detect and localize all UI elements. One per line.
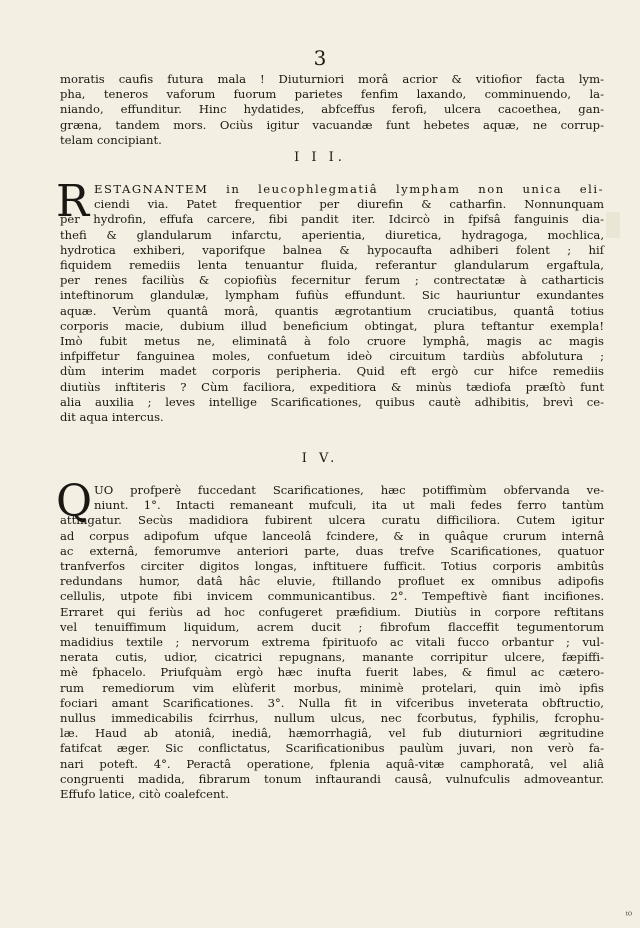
section-iv-text [60,483,604,802]
text-line: infpiffetur fanguinea moles, confuetum ideò circuitum tardiùs abfolutura ; [60,349,604,364]
text-line: fatifcat æger. Sic conflictatus, Scarificationibus paulùm juvari, non verò fa- [60,741,604,756]
text-line: vel tenuiffimum liquidum, acrem ducit ; fibrofum flacceffit tegumentorum [60,619,604,634]
text-line: moratis caufis futura mala ! Diuturniori morâ acrior & vitiofior facta lym- [60,72,604,86]
signature-mark: 3 [313,46,327,70]
text-line: telam concipiant. [60,132,162,147]
corner-mark: ᵗ⁰ [625,911,632,922]
text-line: fiquidem remediis lenta tenuantur fluida, referantur glandularum ergaftula, [60,258,604,273]
text-line: tranfverfos circiter digitos longas, inftituere fufficit. Totius corporis ambitûs [60,559,604,574]
text-line: ESTAGNANTEM in leucophlegmatiâ lympham non unica eli- [94,182,604,196]
text-line: niunt. 1°. Intacti remaneant mufculi, ita ut mali fedes ferro tantùm [94,498,604,513]
text-line: nullus immedicabilis fcirrhus, nullum ulcus, nec fcorbutus, fyphilis, fcrophu- [60,711,604,726]
text-line: rum remediorum vim elùferit morbus, minimè protelari, quin imò ipfis [60,680,604,695]
text-line: UO profperè fuccedant Scarificationes, hæc potiffimùm obfervanda ve- [94,483,604,497]
text-line: Erraret qui feriùs ad hoc confugeret præfidium. Diutiùs in corpore reftitans [60,604,604,619]
drop-cap-q: Q [56,476,93,527]
section-heading-iv: I V. [301,451,339,466]
text-line: fociari amant Scarificationes. 3°. Nulla fit in vifceribus inveterata obftructio, [60,695,604,710]
text-line: mè fphacelo. Priufquàm ergò hæc inufta fuerit labes, & fimul ac cætero- [60,665,604,680]
text-line: per renes faciliùs & copiofiùs fecernitur ferum ; contrectatæ à catharticis [60,273,604,288]
section-heading-iii: I I I. [294,150,346,165]
text-line: pha, teneros vaforum fuorum parietes fenfim laxando, comminuendo, la- [60,87,604,102]
section-iii-text [60,182,604,425]
text-line: alia auxilia ; leves intellige Scarificationes, quibus cautè adhibitis, brevì ce- [60,394,604,409]
text-line: ciendi via. Patet frequentior per diurefin & catharfin. Nonnunquam [94,197,604,212]
text-line: Imò fubit metus ne, eliminatâ à folo cruore lymphâ, magis ac magis [60,334,604,349]
text-line: dit aqua intercus. [60,410,164,425]
text-line: nari poteft. 4°. Peractâ operatione, fplenia aquâ-vitæ camphoratâ, vel aliâ [60,756,604,771]
text-line: græna, tandem mors. Ociùs igitur vacuandæ funt hebetes aquæ, ne corrup- [60,117,604,132]
text-line: diutiùs inftiteris ? Cùm faciliora, expeditiora & minùs tædiofa præſtò funt [60,379,604,394]
paragraph-continuation [60,72,604,148]
text-line: per hydrofin, effufa carcere, fibi pandit iter. Idcircò in fpifsâ fanguinis dia- [60,212,604,227]
text-line: dùm interim madet corporis peripheria. Quid eft ergò cur hifce remediis [60,364,604,379]
text-line: hydrotica exhiberi, vaporifque balnea & hypocaufta adhiberi folent ; hiſ [60,242,604,257]
text-line: congruenti madida, fibrarum tonum inftaurandi causâ, vulnufculis admoveantur. [60,771,604,786]
drop-cap-r: R [56,176,90,227]
paper-stain [606,212,620,238]
text-line: inteftinorum glandulæ, lympham fufiùs effundunt. Sic hauriuntur exundantes [60,288,604,303]
text-line: Effufo latice, citò coalefcent. [60,787,229,802]
text-line: niando, effunditur. Hinc hydatides, abfceffus ferofi, ulcera cacoethea, gan- [60,102,604,117]
text-line: attingatur. Secùs madidiora fubirent ulcera curatu difficiliora. Cutem igitur [60,513,604,528]
text-line: cellulis, utpote fibi invicem communicantibus. 2°. Tempeftivè fiant incifiones. [60,589,604,604]
text-line: madidius textile ; nervorum extrema fpirituofo ac vitali fucco orbantur ; vul- [60,635,604,650]
text-line: thefi & glandularum infarctu, aperientia, diuretica, hydragoga, mochlica, [60,227,604,242]
text-line: ac externâ, femorumve anteriori parte, duas trefve Scarificationes, quatuor [60,543,604,558]
text-line: ad corpus adipofum ufque lanceolâ fcindere, & in quâque crurum internâ [60,528,604,543]
text-line: nerata cutis, udior, cicatrici repugnans, manante corripitur ulcere, fæpiffi- [60,650,604,665]
text-line: læ. Haud ab atoniâ, inediâ, hæmorrhagiâ, vel fub diuturniori ægritudine [60,726,604,741]
text-line: corporis macie, dubium illud beneficium obtingat, plura teftantur exempla! [60,318,604,333]
text-line: aquæ. Verùm quantâ morâ, quantis ægrotantium cruciatibus, quantâ totius [60,303,604,318]
text-line: redundans humor, datâ hâc eluvie, ftillando profluet ex omnibus adipofis [60,574,604,589]
